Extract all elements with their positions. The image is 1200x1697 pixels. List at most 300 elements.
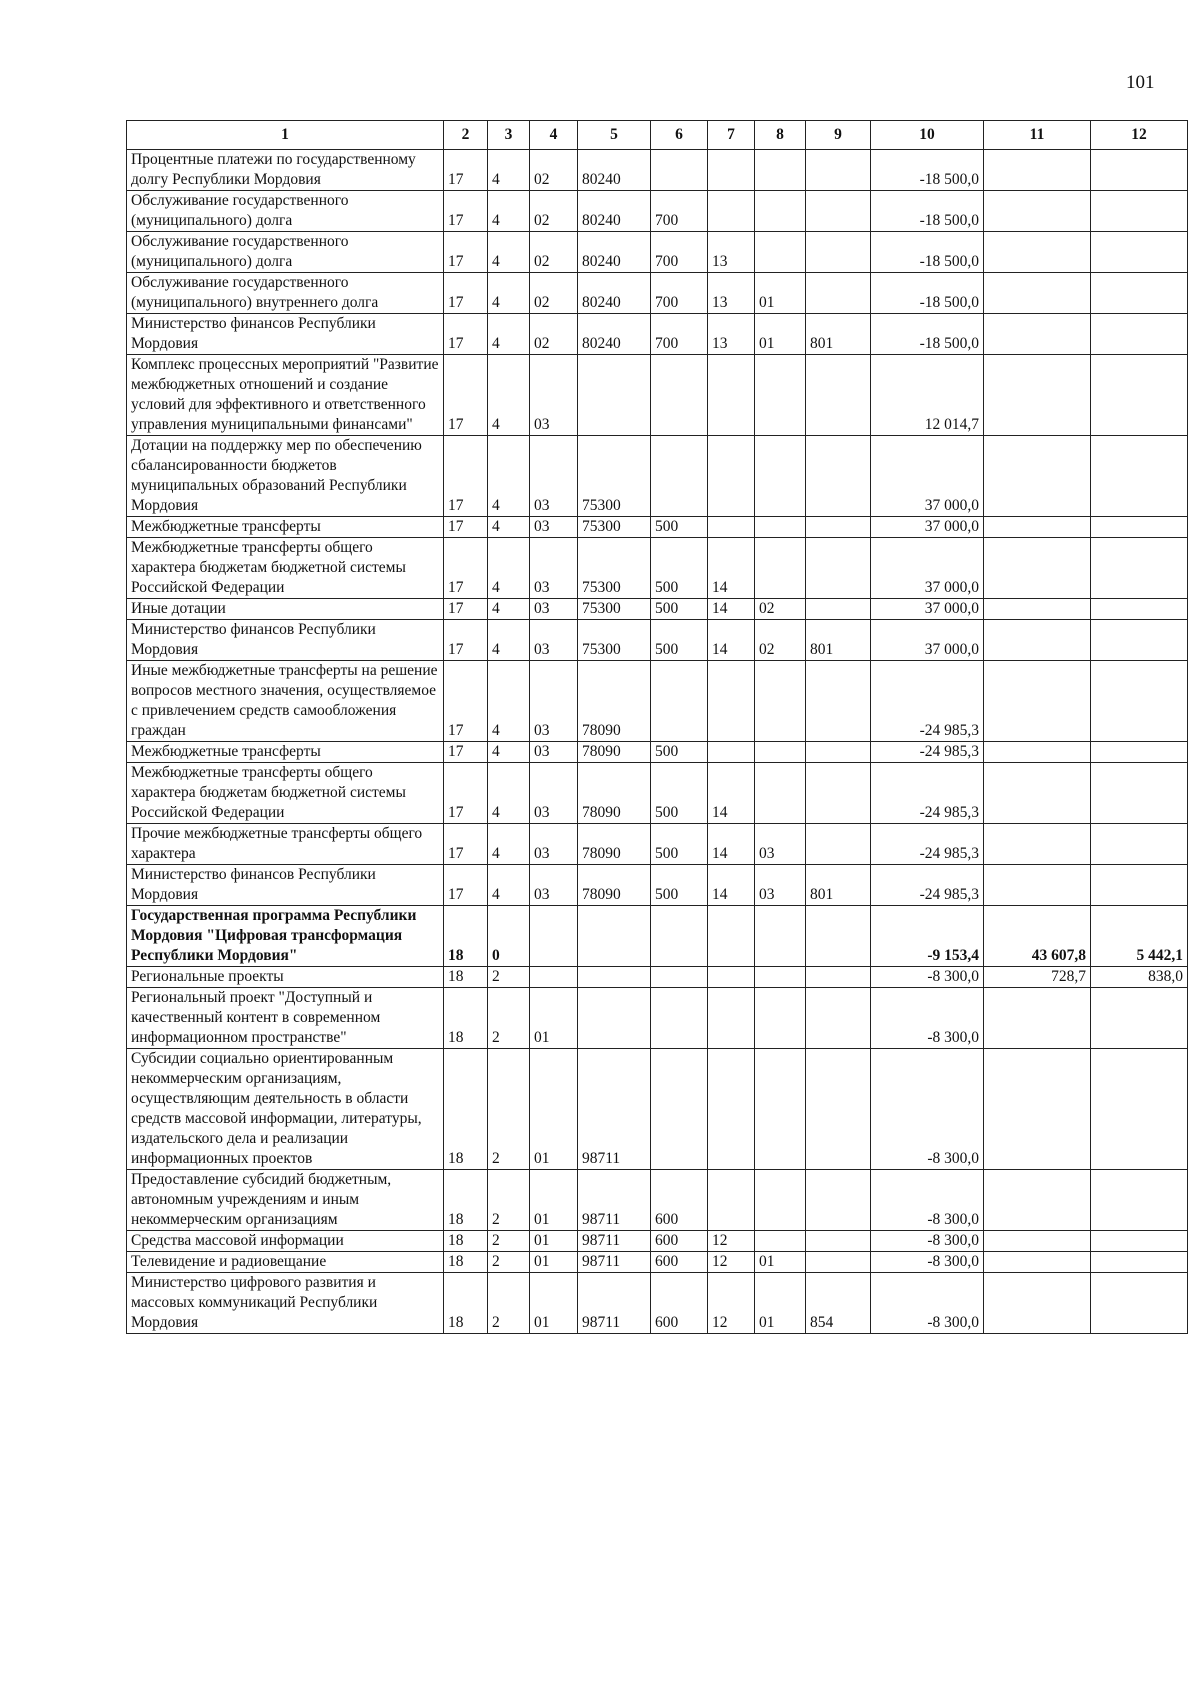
table-row bbox=[127, 661, 1188, 742]
table-row bbox=[127, 436, 1188, 517]
row-cell-c3: 4 bbox=[488, 232, 530, 273]
row-cell-c6: 500 bbox=[651, 538, 708, 599]
row-cell-c3: 4 bbox=[488, 517, 530, 538]
row-cell-c10: -24 985,3 bbox=[871, 824, 984, 865]
row-cell-c5: 78090 bbox=[578, 763, 651, 824]
row-cell-c11 bbox=[984, 661, 1091, 742]
row-cell-c9 bbox=[806, 232, 871, 273]
row-name-cell: Средства массовой информации bbox=[127, 1231, 444, 1252]
row-cell-c4: 03 bbox=[530, 661, 578, 742]
row-cell-c11 bbox=[984, 150, 1091, 191]
header-row bbox=[127, 121, 1188, 150]
row-name-cell: Иные межбюджетные трансферты на решение вопросов местного значения, осуществляемое с привлечением средств самообложения граждан bbox=[127, 661, 444, 742]
row-cell-c4: 01 bbox=[530, 988, 578, 1049]
row-cell-c10: 37 000,0 bbox=[871, 538, 984, 599]
row-cell-c11 bbox=[984, 1231, 1091, 1252]
row-cell-c11 bbox=[984, 436, 1091, 517]
table-row bbox=[127, 314, 1188, 355]
column-header: 6 bbox=[651, 121, 708, 150]
row-cell-c4 bbox=[530, 967, 578, 988]
row-cell-c9: 801 bbox=[806, 620, 871, 661]
row-cell-c3: 4 bbox=[488, 763, 530, 824]
row-cell-c4: 01 bbox=[530, 1273, 578, 1334]
row-cell-c11 bbox=[984, 314, 1091, 355]
table-row bbox=[127, 742, 1188, 763]
row-cell-c9 bbox=[806, 763, 871, 824]
row-cell-c12 bbox=[1091, 824, 1188, 865]
row-cell-c7 bbox=[708, 191, 755, 232]
row-name-cell: Региональный проект "Доступный и качественный контент в современном информационном пространстве" bbox=[127, 988, 444, 1049]
row-cell-c10: -24 985,3 bbox=[871, 763, 984, 824]
column-header: 8 bbox=[755, 121, 806, 150]
row-cell-c10: -8 300,0 bbox=[871, 1273, 984, 1334]
table-body bbox=[127, 150, 1188, 1334]
row-name-cell: Министерство финансов Республики Мордовия bbox=[127, 314, 444, 355]
row-name-cell: Прочие межбюджетные трансферты общего характера bbox=[127, 824, 444, 865]
row-cell-c2: 17 bbox=[444, 763, 488, 824]
row-cell-c6: 600 bbox=[651, 1273, 708, 1334]
row-name-cell: Дотации на поддержку мер по обеспечению сбалансированности бюджетов муниципальных образований Республики Мордовия bbox=[127, 436, 444, 517]
row-cell-c11 bbox=[984, 620, 1091, 661]
row-cell-c12 bbox=[1091, 865, 1188, 906]
row-cell-c3: 4 bbox=[488, 661, 530, 742]
row-cell-c10: -8 300,0 bbox=[871, 967, 984, 988]
row-cell-c5: 98711 bbox=[578, 1049, 651, 1170]
row-cell-c3: 2 bbox=[488, 1170, 530, 1231]
column-header: 11 bbox=[984, 121, 1091, 150]
row-cell-c10: 37 000,0 bbox=[871, 599, 984, 620]
row-cell-c6 bbox=[651, 355, 708, 436]
table-row bbox=[127, 191, 1188, 232]
row-cell-c2: 18 bbox=[444, 1170, 488, 1231]
row-cell-c6 bbox=[651, 150, 708, 191]
row-cell-c12 bbox=[1091, 436, 1188, 517]
row-cell-c4: 03 bbox=[530, 436, 578, 517]
row-cell-c4: 03 bbox=[530, 865, 578, 906]
row-cell-c9 bbox=[806, 436, 871, 517]
row-cell-c8 bbox=[755, 1049, 806, 1170]
row-cell-c9 bbox=[806, 191, 871, 232]
row-cell-c11 bbox=[984, 1273, 1091, 1334]
row-cell-c6: 700 bbox=[651, 191, 708, 232]
row-cell-c2: 17 bbox=[444, 191, 488, 232]
row-cell-c7 bbox=[708, 355, 755, 436]
row-name-cell: Межбюджетные трансферты bbox=[127, 517, 444, 538]
row-cell-c2: 17 bbox=[444, 661, 488, 742]
table-row bbox=[127, 1170, 1188, 1231]
table-row bbox=[127, 763, 1188, 824]
row-cell-c8: 01 bbox=[755, 273, 806, 314]
row-cell-c6 bbox=[651, 906, 708, 967]
budget-table-container bbox=[126, 120, 1188, 1334]
row-cell-c3: 2 bbox=[488, 988, 530, 1049]
row-cell-c3: 4 bbox=[488, 538, 530, 599]
row-cell-c2: 17 bbox=[444, 620, 488, 661]
row-cell-c12 bbox=[1091, 191, 1188, 232]
row-cell-c3: 4 bbox=[488, 150, 530, 191]
row-cell-c10: 12 014,7 bbox=[871, 355, 984, 436]
row-cell-c4: 03 bbox=[530, 763, 578, 824]
row-cell-c12 bbox=[1091, 150, 1188, 191]
row-name-cell: Министерство финансов Республики Мордовия bbox=[127, 865, 444, 906]
row-cell-c11 bbox=[984, 599, 1091, 620]
row-cell-c7: 13 bbox=[708, 273, 755, 314]
table-row bbox=[127, 517, 1188, 538]
row-cell-c8: 01 bbox=[755, 1252, 806, 1273]
row-cell-c10: -8 300,0 bbox=[871, 1049, 984, 1170]
row-cell-c10: 37 000,0 bbox=[871, 436, 984, 517]
row-cell-c4: 02 bbox=[530, 273, 578, 314]
row-cell-c7: 12 bbox=[708, 1252, 755, 1273]
row-cell-c3: 2 bbox=[488, 1252, 530, 1273]
row-cell-c6: 700 bbox=[651, 232, 708, 273]
row-cell-c6: 500 bbox=[651, 865, 708, 906]
row-cell-c6: 600 bbox=[651, 1170, 708, 1231]
row-cell-c4: 01 bbox=[530, 1252, 578, 1273]
row-cell-c3: 4 bbox=[488, 191, 530, 232]
row-cell-c12: 838,0 bbox=[1091, 967, 1188, 988]
row-cell-c7: 13 bbox=[708, 232, 755, 273]
row-cell-c6: 500 bbox=[651, 620, 708, 661]
row-cell-c2: 17 bbox=[444, 538, 488, 599]
row-cell-c2: 17 bbox=[444, 314, 488, 355]
row-cell-c4: 01 bbox=[530, 1049, 578, 1170]
row-cell-c7 bbox=[708, 742, 755, 763]
row-cell-c11 bbox=[984, 1170, 1091, 1231]
row-cell-c6 bbox=[651, 967, 708, 988]
row-cell-c9 bbox=[806, 967, 871, 988]
row-cell-c9 bbox=[806, 599, 871, 620]
row-cell-c8: 03 bbox=[755, 824, 806, 865]
row-cell-c2: 18 bbox=[444, 988, 488, 1049]
row-name-cell: Государственная программа Республики Мордовия "Цифровая трансформация Республики Мордовия" bbox=[127, 906, 444, 967]
column-header: 4 bbox=[530, 121, 578, 150]
row-name-cell: Телевидение и радиовещание bbox=[127, 1252, 444, 1273]
row-cell-c2: 18 bbox=[444, 1273, 488, 1334]
row-cell-c12 bbox=[1091, 988, 1188, 1049]
row-cell-c3: 2 bbox=[488, 1231, 530, 1252]
table-row bbox=[127, 150, 1188, 191]
row-cell-c7 bbox=[708, 988, 755, 1049]
row-cell-c5 bbox=[578, 967, 651, 988]
table-row bbox=[127, 538, 1188, 599]
row-cell-c4: 01 bbox=[530, 1231, 578, 1252]
row-cell-c7 bbox=[708, 661, 755, 742]
row-cell-c7 bbox=[708, 517, 755, 538]
row-cell-c4: 03 bbox=[530, 517, 578, 538]
row-cell-c9 bbox=[806, 355, 871, 436]
row-cell-c10: -24 985,3 bbox=[871, 661, 984, 742]
row-cell-c10: -18 500,0 bbox=[871, 191, 984, 232]
row-cell-c7 bbox=[708, 967, 755, 988]
row-cell-c12 bbox=[1091, 1049, 1188, 1170]
row-cell-c6 bbox=[651, 988, 708, 1049]
row-cell-c5: 80240 bbox=[578, 150, 651, 191]
row-cell-c12 bbox=[1091, 1273, 1188, 1334]
row-cell-c6: 700 bbox=[651, 314, 708, 355]
row-cell-c9 bbox=[806, 1252, 871, 1273]
row-cell-c2: 17 bbox=[444, 436, 488, 517]
row-cell-c8: 02 bbox=[755, 620, 806, 661]
row-cell-c2: 17 bbox=[444, 232, 488, 273]
column-header: 3 bbox=[488, 121, 530, 150]
row-cell-c3: 2 bbox=[488, 967, 530, 988]
row-name-cell: Субсидии социально ориентированным некоммерческим организациям, осуществляющим деятельность в области средств массовой информации, литературы, издательского дела и реализации информационных проектов bbox=[127, 1049, 444, 1170]
row-cell-c5: 80240 bbox=[578, 314, 651, 355]
row-cell-c8 bbox=[755, 436, 806, 517]
column-header: 10 bbox=[871, 121, 984, 150]
row-cell-c11: 43 607,8 bbox=[984, 906, 1091, 967]
row-name-cell: Обслуживание государственного (муниципального) внутреннего долга bbox=[127, 273, 444, 314]
row-cell-c9: 801 bbox=[806, 865, 871, 906]
table-row bbox=[127, 824, 1188, 865]
row-cell-c12 bbox=[1091, 1231, 1188, 1252]
row-cell-c7 bbox=[708, 150, 755, 191]
row-cell-c4: 01 bbox=[530, 1170, 578, 1231]
row-name-cell: Региональные проекты bbox=[127, 967, 444, 988]
row-name-cell: Процентные платежи по государственному долгу Республики Мордовия bbox=[127, 150, 444, 191]
row-name-cell: Министерство цифрового развития и массовых коммуникаций Республики Мордовия bbox=[127, 1273, 444, 1334]
row-cell-c11 bbox=[984, 988, 1091, 1049]
page-number: 101 bbox=[1126, 72, 1155, 93]
row-name-cell: Межбюджетные трансферты общего характера бюджетам бюджетной системы Российской Федерации bbox=[127, 538, 444, 599]
column-header: 1 bbox=[127, 121, 444, 150]
row-cell-c4: 03 bbox=[530, 824, 578, 865]
row-cell-c8 bbox=[755, 906, 806, 967]
row-cell-c2: 17 bbox=[444, 742, 488, 763]
row-cell-c6: 500 bbox=[651, 599, 708, 620]
row-name-cell: Обслуживание государственного (муниципального) долга bbox=[127, 232, 444, 273]
row-name-cell: Предоставление субсидий бюджетным, автономным учреждениям и иным некоммерческим организациям bbox=[127, 1170, 444, 1231]
row-cell-c7: 14 bbox=[708, 620, 755, 661]
row-cell-c7: 14 bbox=[708, 763, 755, 824]
row-cell-c5: 75300 bbox=[578, 538, 651, 599]
row-cell-c11 bbox=[984, 824, 1091, 865]
row-cell-c9 bbox=[806, 742, 871, 763]
row-cell-c5: 78090 bbox=[578, 742, 651, 763]
table-row bbox=[127, 906, 1188, 967]
row-cell-c8 bbox=[755, 988, 806, 1049]
row-cell-c10: -8 300,0 bbox=[871, 1231, 984, 1252]
row-cell-c8: 01 bbox=[755, 314, 806, 355]
row-cell-c2: 18 bbox=[444, 967, 488, 988]
row-cell-c10: -18 500,0 bbox=[871, 232, 984, 273]
row-cell-c8 bbox=[755, 661, 806, 742]
row-cell-c7: 14 bbox=[708, 865, 755, 906]
row-cell-c3: 4 bbox=[488, 620, 530, 661]
row-cell-c6 bbox=[651, 1049, 708, 1170]
row-cell-c12 bbox=[1091, 763, 1188, 824]
row-cell-c6 bbox=[651, 436, 708, 517]
row-cell-c7: 12 bbox=[708, 1231, 755, 1252]
row-cell-c5 bbox=[578, 988, 651, 1049]
row-cell-c5: 80240 bbox=[578, 191, 651, 232]
row-cell-c6 bbox=[651, 661, 708, 742]
row-cell-c3: 4 bbox=[488, 599, 530, 620]
row-cell-c2: 18 bbox=[444, 906, 488, 967]
table-row bbox=[127, 967, 1188, 988]
row-cell-c9 bbox=[806, 517, 871, 538]
table-row bbox=[127, 620, 1188, 661]
row-cell-c9 bbox=[806, 150, 871, 191]
row-cell-c12 bbox=[1091, 620, 1188, 661]
row-cell-c2: 18 bbox=[444, 1252, 488, 1273]
row-cell-c4 bbox=[530, 906, 578, 967]
row-cell-c9 bbox=[806, 273, 871, 314]
row-cell-c8 bbox=[755, 1170, 806, 1231]
table-row bbox=[127, 273, 1188, 314]
row-cell-c5: 75300 bbox=[578, 436, 651, 517]
row-cell-c4: 03 bbox=[530, 620, 578, 661]
row-cell-c3: 4 bbox=[488, 273, 530, 314]
row-cell-c7 bbox=[708, 436, 755, 517]
row-cell-c2: 18 bbox=[444, 1049, 488, 1170]
row-cell-c12 bbox=[1091, 273, 1188, 314]
table-row bbox=[127, 865, 1188, 906]
table-row bbox=[127, 355, 1188, 436]
row-cell-c8 bbox=[755, 967, 806, 988]
row-cell-c3: 4 bbox=[488, 865, 530, 906]
column-header: 7 bbox=[708, 121, 755, 150]
row-cell-c5: 78090 bbox=[578, 865, 651, 906]
row-name-cell: Министерство финансов Республики Мордовия bbox=[127, 620, 444, 661]
row-cell-c4: 03 bbox=[530, 355, 578, 436]
row-cell-c7: 14 bbox=[708, 538, 755, 599]
row-cell-c2: 17 bbox=[444, 599, 488, 620]
row-cell-c7 bbox=[708, 1049, 755, 1170]
row-cell-c7 bbox=[708, 906, 755, 967]
row-cell-c8 bbox=[755, 191, 806, 232]
row-cell-c11 bbox=[984, 232, 1091, 273]
row-cell-c10: -8 300,0 bbox=[871, 988, 984, 1049]
row-cell-c8: 02 bbox=[755, 599, 806, 620]
row-cell-c11 bbox=[984, 538, 1091, 599]
row-cell-c8 bbox=[755, 1231, 806, 1252]
row-name-cell: Межбюджетные трансферты bbox=[127, 742, 444, 763]
row-cell-c10: -24 985,3 bbox=[871, 742, 984, 763]
row-cell-c2: 17 bbox=[444, 824, 488, 865]
row-cell-c6: 500 bbox=[651, 517, 708, 538]
row-cell-c2: 17 bbox=[444, 355, 488, 436]
row-cell-c12 bbox=[1091, 742, 1188, 763]
row-cell-c4: 03 bbox=[530, 599, 578, 620]
row-cell-c12 bbox=[1091, 599, 1188, 620]
row-cell-c8: 03 bbox=[755, 865, 806, 906]
row-cell-c2: 17 bbox=[444, 517, 488, 538]
row-cell-c5: 98711 bbox=[578, 1252, 651, 1273]
row-cell-c10: -24 985,3 bbox=[871, 865, 984, 906]
row-cell-c12 bbox=[1091, 355, 1188, 436]
row-cell-c9 bbox=[806, 906, 871, 967]
row-cell-c10: -8 300,0 bbox=[871, 1170, 984, 1231]
row-cell-c12 bbox=[1091, 1170, 1188, 1231]
row-cell-c9 bbox=[806, 988, 871, 1049]
row-cell-c11 bbox=[984, 742, 1091, 763]
row-cell-c7: 14 bbox=[708, 599, 755, 620]
row-cell-c4: 02 bbox=[530, 232, 578, 273]
row-cell-c4: 02 bbox=[530, 191, 578, 232]
column-header: 2 bbox=[444, 121, 488, 150]
row-cell-c5: 75300 bbox=[578, 517, 651, 538]
column-header: 5 bbox=[578, 121, 651, 150]
column-header: 9 bbox=[806, 121, 871, 150]
table-row bbox=[127, 1231, 1188, 1252]
row-cell-c8 bbox=[755, 763, 806, 824]
row-cell-c5: 75300 bbox=[578, 620, 651, 661]
row-cell-c9 bbox=[806, 538, 871, 599]
row-cell-c2: 17 bbox=[444, 150, 488, 191]
row-cell-c5: 98711 bbox=[578, 1170, 651, 1231]
table-row bbox=[127, 1273, 1188, 1334]
row-cell-c6: 500 bbox=[651, 742, 708, 763]
column-header: 12 bbox=[1091, 121, 1188, 150]
row-cell-c10: -18 500,0 bbox=[871, 314, 984, 355]
row-cell-c7: 14 bbox=[708, 824, 755, 865]
row-cell-c2: 18 bbox=[444, 1231, 488, 1252]
row-cell-c5: 98711 bbox=[578, 1231, 651, 1252]
row-cell-c5 bbox=[578, 906, 651, 967]
row-name-cell: Иные дотации bbox=[127, 599, 444, 620]
row-cell-c12 bbox=[1091, 538, 1188, 599]
table-row bbox=[127, 599, 1188, 620]
row-cell-c9: 854 bbox=[806, 1273, 871, 1334]
row-cell-c11: 728,7 bbox=[984, 967, 1091, 988]
budget-table bbox=[126, 120, 1188, 1334]
row-cell-c10: -18 500,0 bbox=[871, 150, 984, 191]
row-cell-c8 bbox=[755, 150, 806, 191]
row-cell-c8: 01 bbox=[755, 1273, 806, 1334]
row-cell-c11 bbox=[984, 191, 1091, 232]
row-cell-c5 bbox=[578, 355, 651, 436]
row-cell-c10: 37 000,0 bbox=[871, 517, 984, 538]
row-cell-c2: 17 bbox=[444, 865, 488, 906]
row-cell-c10: -18 500,0 bbox=[871, 273, 984, 314]
row-cell-c5: 75300 bbox=[578, 599, 651, 620]
row-cell-c9 bbox=[806, 661, 871, 742]
row-cell-c11 bbox=[984, 865, 1091, 906]
row-cell-c11 bbox=[984, 1252, 1091, 1273]
row-cell-c5: 78090 bbox=[578, 824, 651, 865]
table-row bbox=[127, 988, 1188, 1049]
row-cell-c9 bbox=[806, 824, 871, 865]
row-cell-c12 bbox=[1091, 232, 1188, 273]
row-cell-c4: 03 bbox=[530, 538, 578, 599]
table-row bbox=[127, 1049, 1188, 1170]
row-cell-c9: 801 bbox=[806, 314, 871, 355]
row-cell-c9 bbox=[806, 1170, 871, 1231]
row-cell-c5: 80240 bbox=[578, 273, 651, 314]
row-name-cell: Межбюджетные трансферты общего характера бюджетам бюджетной системы Российской Федерации bbox=[127, 763, 444, 824]
row-cell-c6: 500 bbox=[651, 763, 708, 824]
row-cell-c6: 700 bbox=[651, 273, 708, 314]
row-cell-c9 bbox=[806, 1049, 871, 1170]
table-row bbox=[127, 232, 1188, 273]
row-cell-c11 bbox=[984, 1049, 1091, 1170]
row-cell-c7: 12 bbox=[708, 1273, 755, 1334]
row-cell-c12 bbox=[1091, 661, 1188, 742]
row-cell-c10: -9 153,4 bbox=[871, 906, 984, 967]
row-cell-c5: 78090 bbox=[578, 661, 651, 742]
row-cell-c2: 17 bbox=[444, 273, 488, 314]
row-cell-c11 bbox=[984, 763, 1091, 824]
row-cell-c7: 13 bbox=[708, 314, 755, 355]
row-cell-c4: 02 bbox=[530, 150, 578, 191]
row-cell-c11 bbox=[984, 273, 1091, 314]
row-cell-c3: 4 bbox=[488, 436, 530, 517]
row-cell-c8 bbox=[755, 517, 806, 538]
row-cell-c12 bbox=[1091, 1252, 1188, 1273]
row-cell-c9 bbox=[806, 1231, 871, 1252]
